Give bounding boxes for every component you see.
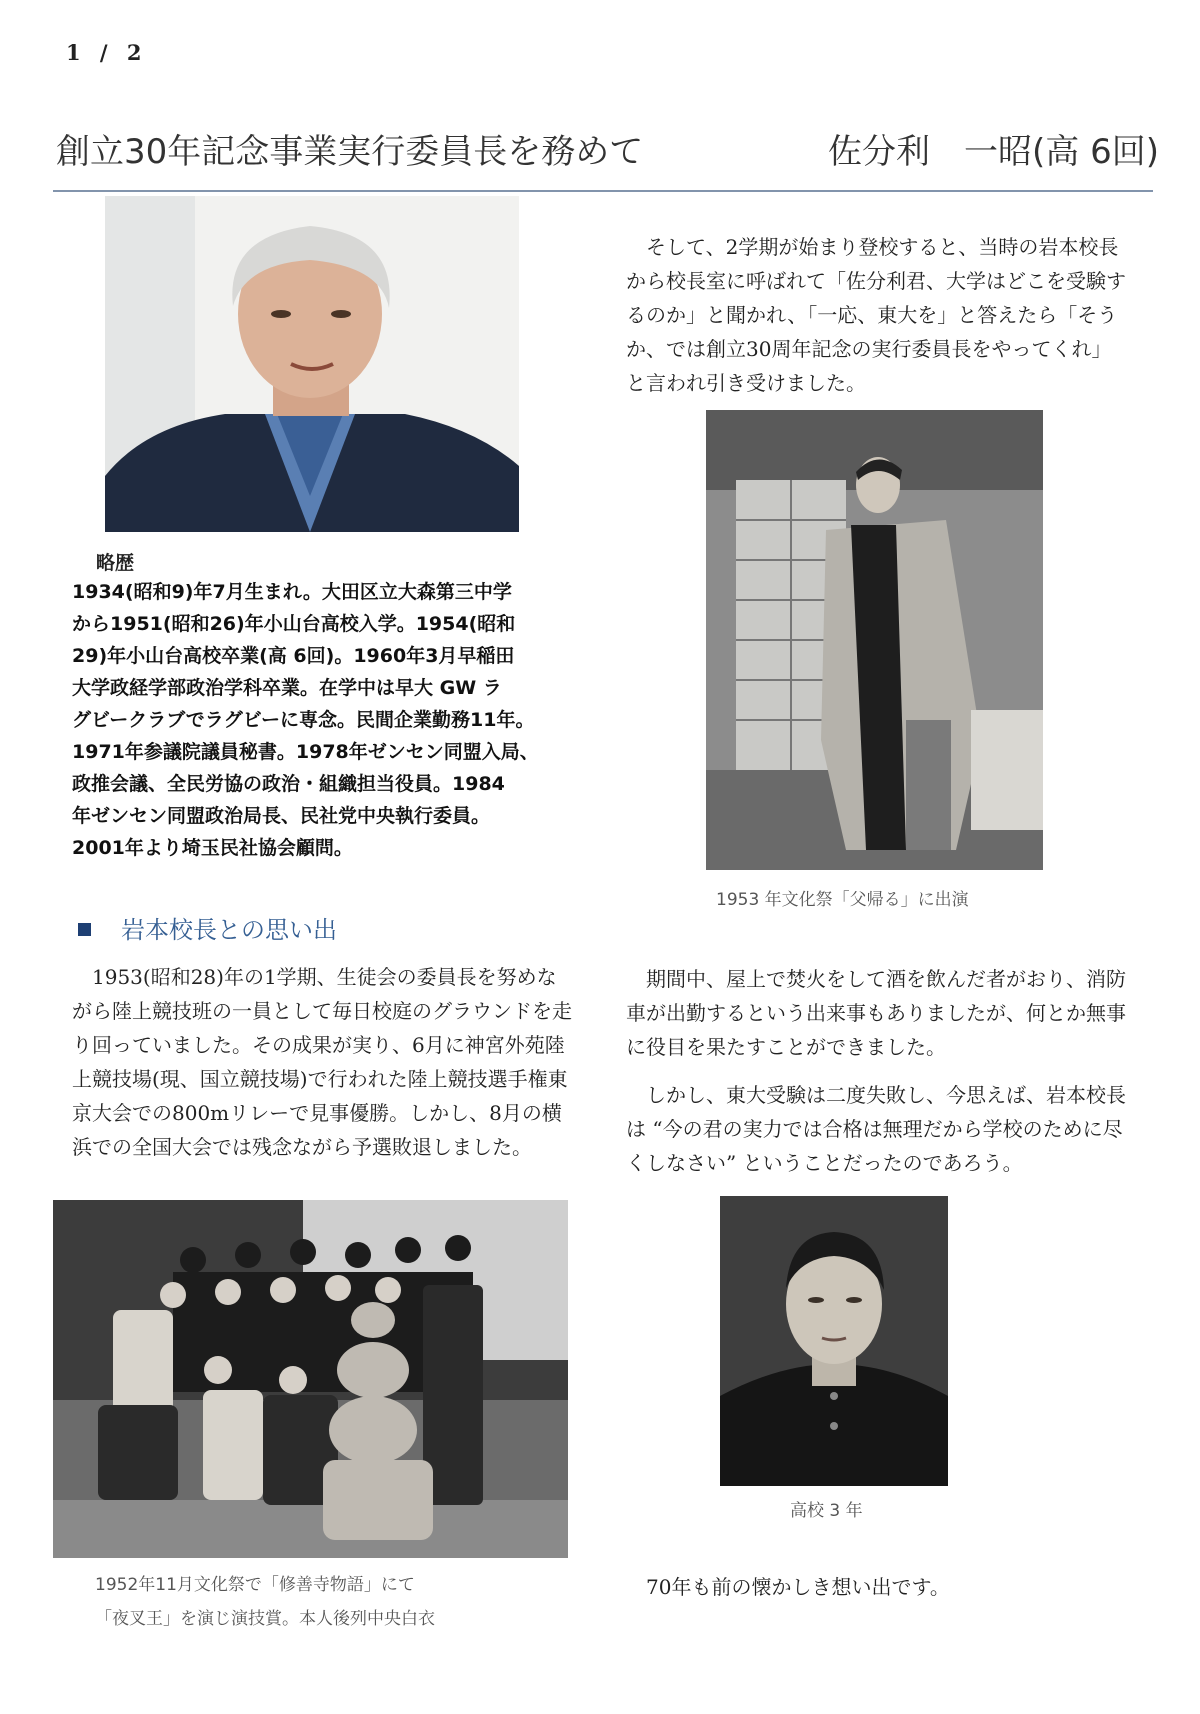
portrait-photo <box>105 196 519 532</box>
stage-photo-illustration <box>706 410 1043 870</box>
closing-text: 70年も前の懐かしき想い出です。 <box>646 1575 950 1599</box>
bio-line: 年ゼンセン同盟政治局長、民社党中央執行委員。 <box>72 805 491 827</box>
stage-photo-1953 <box>706 410 1043 870</box>
page-title: 創立30年記念事業実行委員長を務めて <box>56 132 644 172</box>
square-bullet-icon <box>78 923 91 936</box>
bio-line: 29)年小山台高校卒業(高 6回)。1960年3月早稲田 <box>72 645 515 667</box>
bio-line: グビークラブでラグビーに専念。民間企業勤務11年。 <box>72 709 535 731</box>
bio-line: 1971年参議院議員秘書。1978年ゼンセン同盟入局、 <box>72 741 539 763</box>
group-photo-illustration <box>53 1200 568 1558</box>
section-heading <box>78 910 337 945</box>
right-paragraph-1: そして、2学期が始まり登校すると、当時の岩本校長から校長室に呼ばれて「佐分利君、大学はどこを受験するのか」と聞かれ、「一応、東大を」と答えたら「そうか、では創立30周年記念の実行委員長をやってくれ」と言われ引き受けました。 <box>626 235 1126 395</box>
section-heading-text: 岩本校長との思い出 <box>121 916 337 944</box>
group-photo-1952 <box>53 1200 568 1558</box>
caption-student: 高校 3 年 <box>790 1501 863 1521</box>
author-name: 佐分利 一昭(高 6回) <box>828 132 1159 172</box>
caption-1952-line2: 「夜叉王」を演じ演技賞。本人後列中央白衣 <box>95 1609 435 1629</box>
bio-line: 2001年より埼玉民社協会顧問。 <box>72 837 353 859</box>
right-paragraph-3: しかし、東大受験は二度失敗し、今思えば、岩本校長は “今の君の実力では合格は無理だから学校のために尽くしなさい” ということだったのであろう。 <box>626 1083 1126 1175</box>
bio-line: から1951(昭和26)年小山台高校入学。1954(昭和 <box>72 613 516 635</box>
bio-heading: 略歴 <box>96 552 135 574</box>
student-photo-illustration <box>720 1196 948 1486</box>
caption-1952-line1: 1952年11月文化祭で「修善寺物語」にて <box>95 1575 415 1595</box>
title-divider <box>53 190 1153 192</box>
left-paragraph: 1953(昭和28)年の1学期、生徒会の委員長を努めながら陸上競技班の一員として毎日校庭のグラウンドを走り回っていました。その成果が実り、6月に神宮外苑陸上競技場(現、国立競技場)で行われた陸上競技選手権東京大会での800mリレーで見事優勝。しかし、8月の横浜での全国大会では残念ながら予選敗退しました。 <box>72 965 572 1159</box>
portrait-illustration <box>105 196 519 532</box>
bio-line: 政推会議、全民労協の政治・組織担当役員。1984 <box>72 773 505 795</box>
right-paragraph-2: 期間中、屋上で焚火をして酒を飲んだ者がおり、消防車が出勤するという出来事もありましたが、何とか無事に役目を果たすことができました。 <box>626 967 1126 1059</box>
student-photo <box>720 1196 948 1486</box>
bio-line: 1934(昭和9)年7月生まれ。大田区立大森第三中学 <box>72 581 512 603</box>
page-number: 1 / 2 <box>66 40 148 65</box>
bio-text <box>72 576 578 864</box>
bio-line: 大学政経学部政治学科卒業。在学中は早大 GW ラ <box>72 677 502 699</box>
caption-1953-stage: 1953 年文化祭「父帰る」に出演 <box>716 890 969 910</box>
